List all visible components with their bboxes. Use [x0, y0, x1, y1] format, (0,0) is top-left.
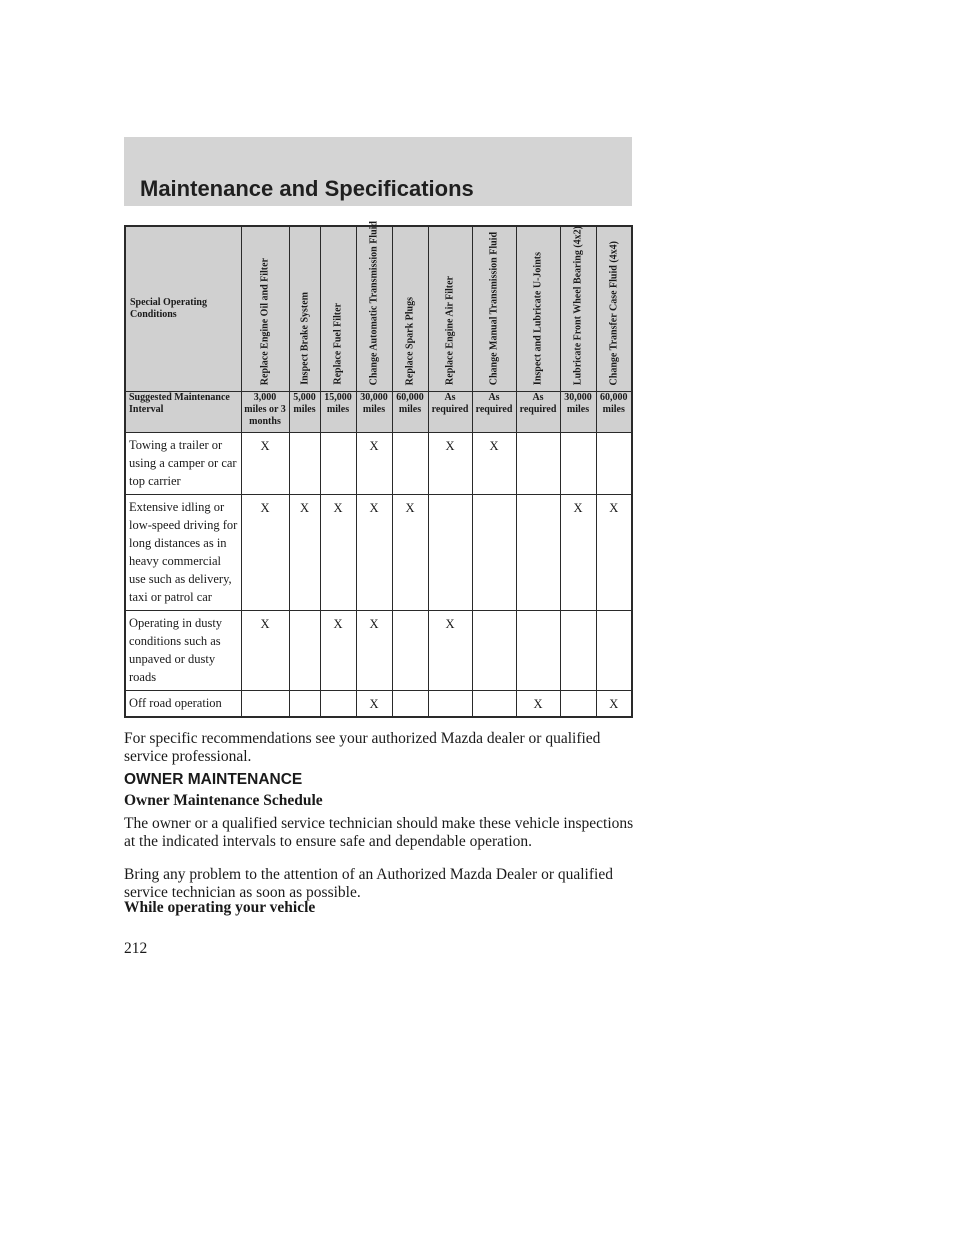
- mark-cell: [392, 611, 428, 691]
- mark-cell: [472, 691, 516, 718]
- mark-cell: X: [320, 495, 356, 611]
- interval-cell: 30,000 miles: [560, 392, 596, 433]
- mark-cell: X: [241, 495, 289, 611]
- mark-cell: X: [241, 611, 289, 691]
- mark-cell: [472, 495, 516, 611]
- mark-cell: [596, 433, 632, 495]
- condition-cell: Extensive idling or low-speed driving for long distances as in heavy commercial use such as delivery, taxi or patrol car: [125, 495, 241, 611]
- mark-cell: X: [356, 495, 392, 611]
- mark-cell: X: [596, 495, 632, 611]
- paragraph: The owner or a qualified service technician should make these vehicle inspections at the indicated intervals to ensure safe and dependable operation.: [124, 815, 634, 850]
- mark-cell: X: [516, 691, 560, 718]
- mark-cell: [560, 433, 596, 495]
- mark-cell: X: [392, 495, 428, 611]
- mark-cell: X: [428, 433, 472, 495]
- mark-cell: X: [472, 433, 516, 495]
- column-header: Change Manual Transmission Fluid: [472, 226, 516, 392]
- section-heading: OWNER MAINTENANCE: [124, 771, 303, 788]
- interval-cell: 3,000 miles or 3 months: [241, 392, 289, 433]
- column-header: Change Automatic Transmission Fluid: [356, 226, 392, 392]
- subheading: Owner Maintenance Schedule: [124, 792, 323, 809]
- column-header: Lubricate Front Wheel Bearing (4x2): [560, 226, 596, 392]
- mark-cell: [516, 495, 560, 611]
- mark-cell: X: [596, 691, 632, 718]
- table-row: [125, 691, 632, 718]
- interval-cell: 15,000 miles: [320, 392, 356, 433]
- column-header: Replace Engine Oil and Filter: [241, 226, 289, 392]
- interval-cell: 60,000 miles: [596, 392, 632, 433]
- mark-cell: X: [560, 495, 596, 611]
- condition-cell: Operating in dusty conditions such as unpaved or dusty roads: [125, 611, 241, 691]
- condition-cell: Towing a trailer or using a camper or car top carrier: [125, 433, 241, 495]
- interval-cell: As required: [516, 392, 560, 433]
- column-header: Inspect and Lubricate U-Joints: [516, 226, 560, 392]
- interval-cell: 5,000 miles: [289, 392, 320, 433]
- interval-cell: As required: [428, 392, 472, 433]
- mark-cell: [392, 433, 428, 495]
- mark-cell: [289, 691, 320, 718]
- table-header-row: [125, 226, 632, 392]
- column-header: Replace Engine Air Filter: [428, 226, 472, 392]
- mark-cell: [516, 433, 560, 495]
- paragraph: Bring any problem to the attention of an Authorized Mazda Dealer or qualified service technician as soon as possible.: [124, 866, 613, 901]
- recommendation-text: For specific recommendations see your authorized Mazda dealer or qualified service professional.: [124, 730, 601, 765]
- mark-cell: [560, 611, 596, 691]
- table-row: [125, 433, 632, 495]
- column-header: Change Transfer Case Fluid (4x4): [596, 226, 632, 392]
- mark-cell: [320, 691, 356, 718]
- column-header: Inspect Brake System: [289, 226, 320, 392]
- table-row: [125, 611, 632, 691]
- mark-cell: [320, 433, 356, 495]
- mark-cell: X: [320, 611, 356, 691]
- subheading: While operating your vehicle: [124, 899, 316, 916]
- interval-cell: 30,000 miles: [356, 392, 392, 433]
- mark-cell: [516, 611, 560, 691]
- column-header: Replace Fuel Filter: [320, 226, 356, 392]
- mark-cell: [241, 691, 289, 718]
- maintenance-table: [124, 220, 633, 718]
- mark-cell: [289, 433, 320, 495]
- mark-cell: [560, 691, 596, 718]
- mark-cell: [428, 691, 472, 718]
- corner-label: Special Operating Conditions: [125, 226, 241, 392]
- condition-cell: Off road operation: [125, 691, 241, 718]
- mark-cell: X: [428, 611, 472, 691]
- mark-cell: X: [356, 611, 392, 691]
- mark-cell: [428, 495, 472, 611]
- mark-cell: X: [241, 433, 289, 495]
- interval-cell: As required: [472, 392, 516, 433]
- mark-cell: [472, 611, 516, 691]
- interval-row: [125, 392, 632, 433]
- column-header: Replace Spark Plugs: [392, 226, 428, 392]
- interval-label: Suggested Maintenance Interval: [125, 392, 241, 433]
- mark-cell: [289, 611, 320, 691]
- interval-cell: 60,000 miles: [392, 392, 428, 433]
- mark-cell: X: [289, 495, 320, 611]
- mark-cell: X: [356, 433, 392, 495]
- mark-cell: [596, 611, 632, 691]
- table-row: [125, 495, 632, 611]
- page-title: Maintenance and Specifications: [140, 176, 474, 201]
- mark-cell: [392, 691, 428, 718]
- mark-cell: X: [356, 691, 392, 718]
- page-number: 212: [124, 940, 148, 957]
